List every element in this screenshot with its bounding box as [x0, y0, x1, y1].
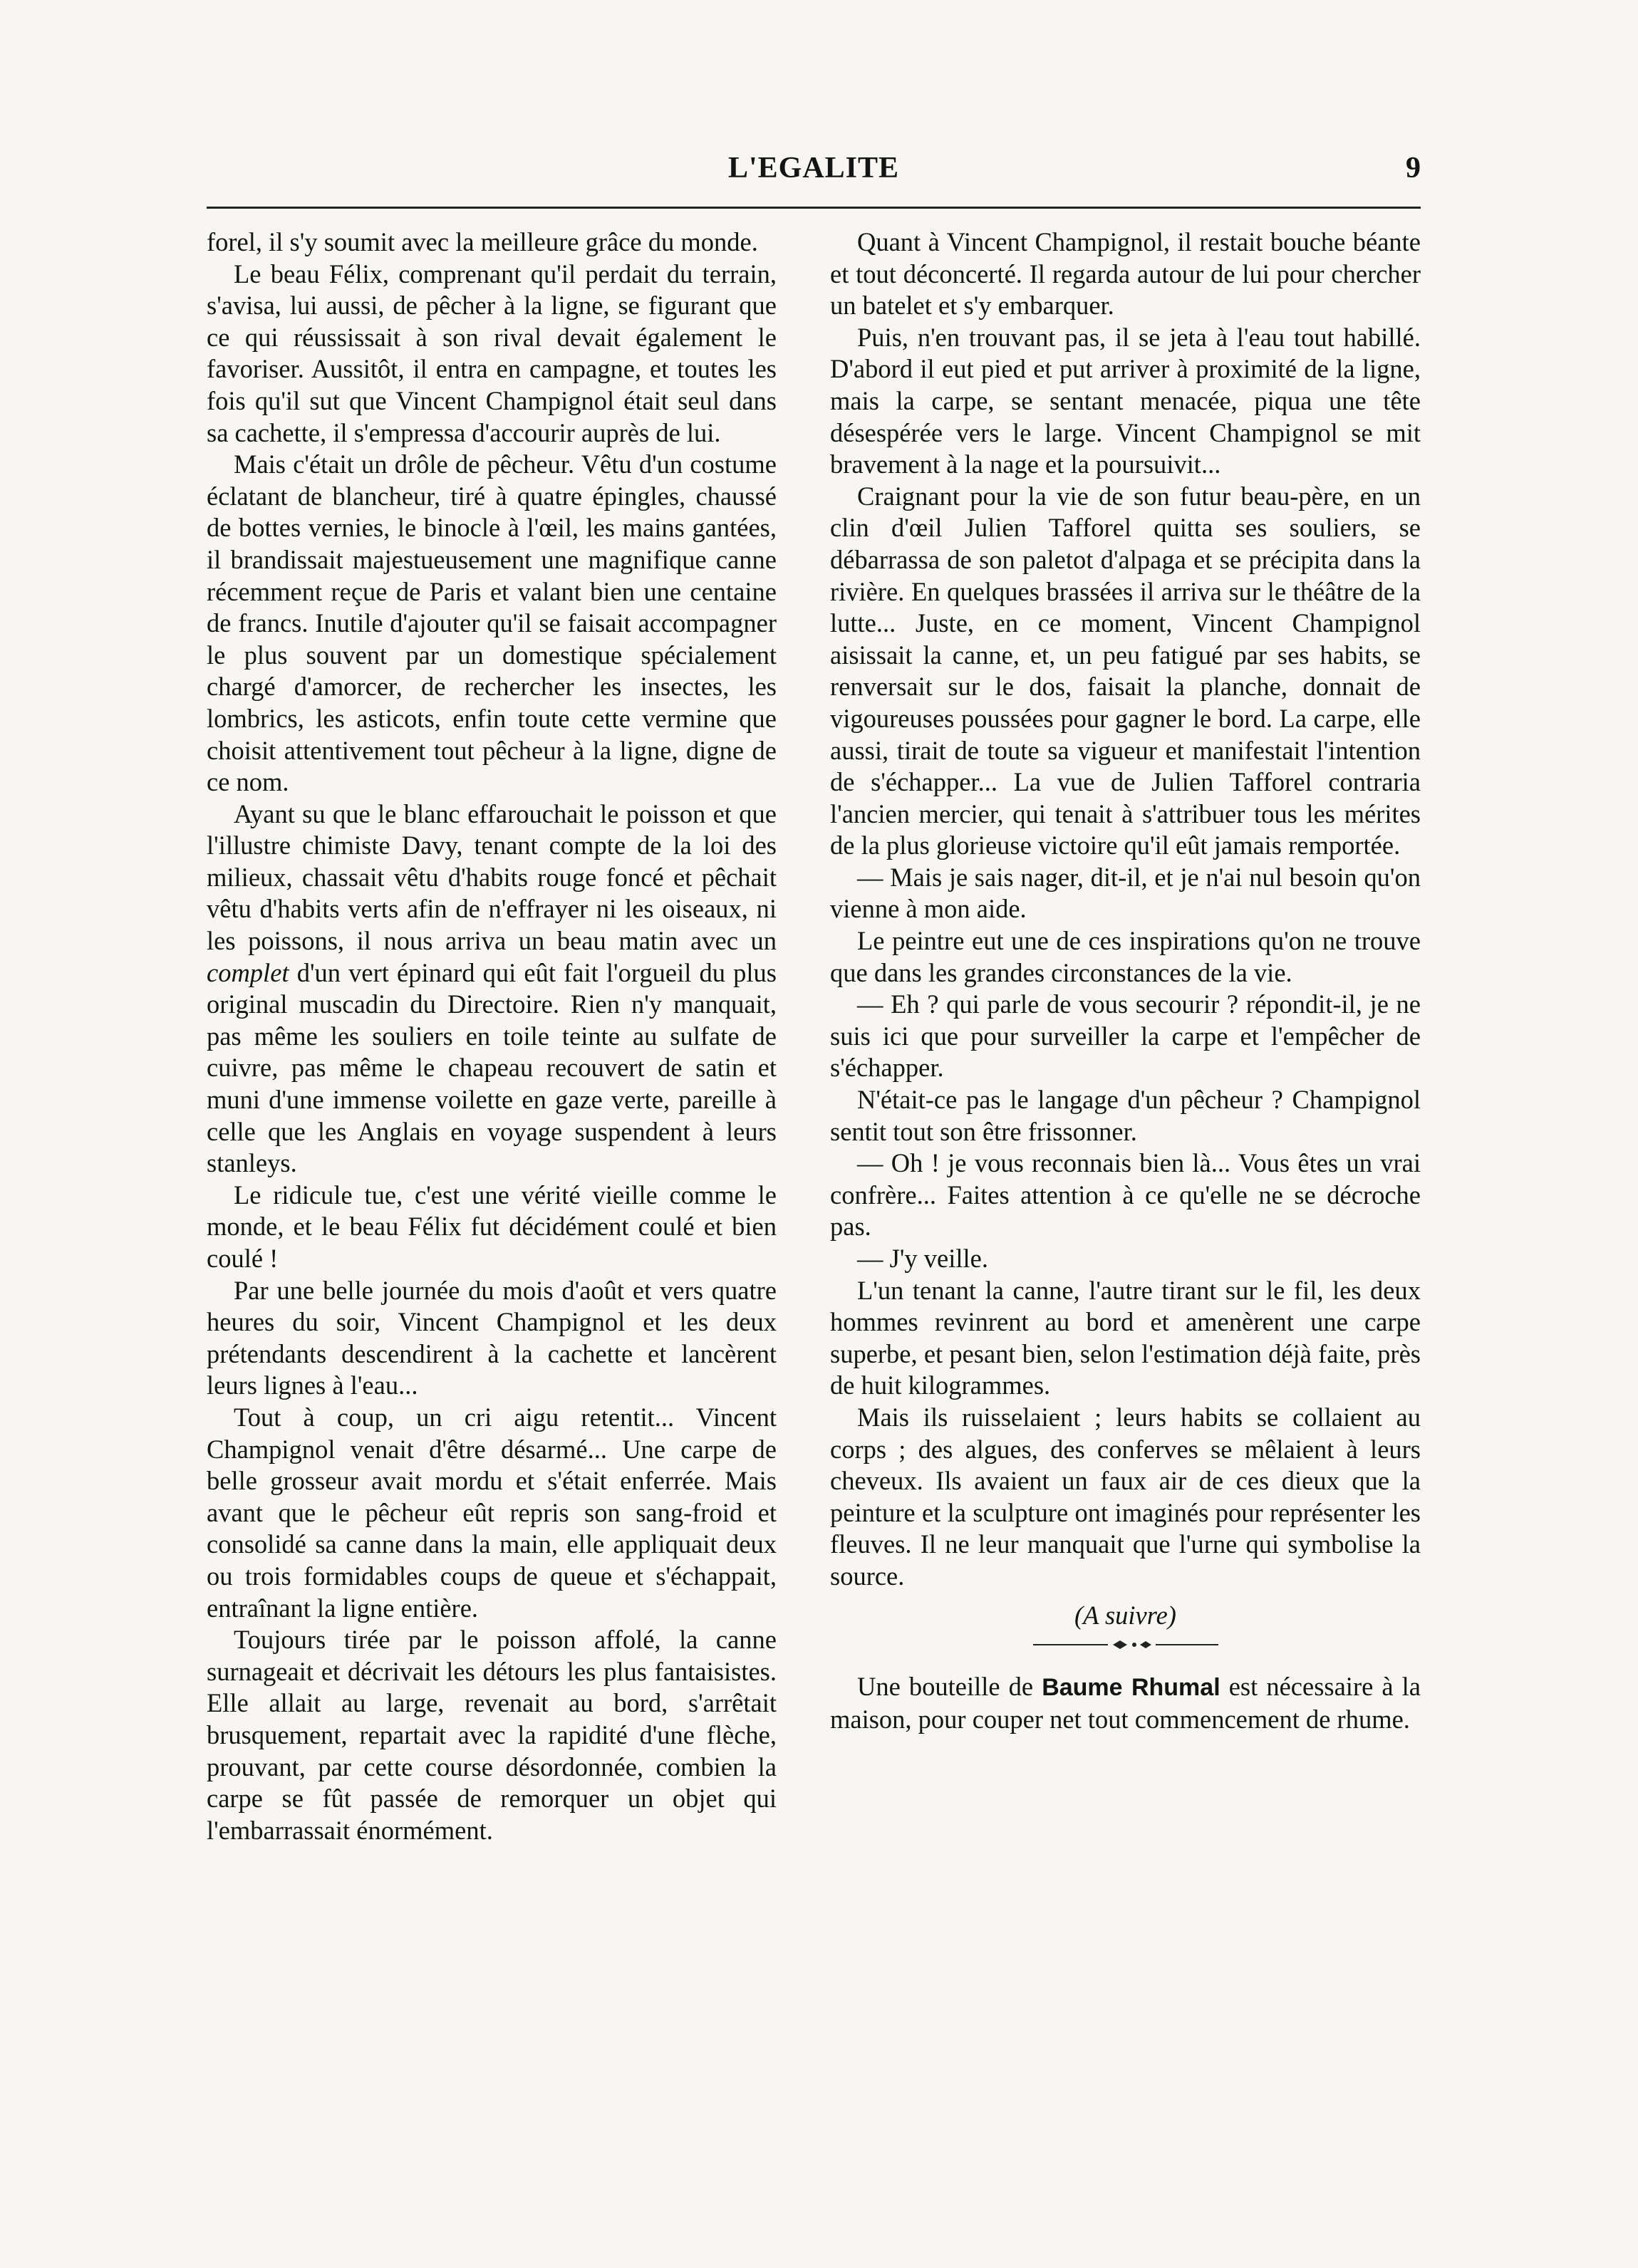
left-column — [207, 227, 777, 1846]
paragraph: Craignant pour la vie de son futur beau-père, en un clin d'œil Julien Tafforel quitta ses souliers, se débarrassa de son paletot d'alpaga et se précipita dans la rivière. En quelques brassées il arriva sur le théâtre de la lutte... Juste, en ce moment, Vincent Champignol aisissait la canne, et, un peu fatigué par ses habits, se renversait sur le dos, faisait la planche, donnait de vigoureuses poussées pour gagner le bord. La carpe, elle aussi, tirait de toute sa vigueur et manifestait l'intention de s'échapper... La vue de Julien Tafforel contraria l'ancien mercier, qui tenait à s'attribuer tous les mérites de la plus glorieuse victoire qu'il eût jamais remportée. — [830, 481, 1421, 860]
paragraph: Le peintre eut une de ces inspirations qu'on ne trouve que dans les grandes circonstances de la vie. — [830, 926, 1421, 987]
dialogue-line: — Mais je sais nager, dit-il, et je n'ai nul besoin qu'on vienne à mon aide. — [830, 862, 1421, 924]
paragraph: Toujours tirée par le poisson affolé, la canne surnageait et décrivait les détours les plus fantaisistes. Elle allait au large, revenait au bord, s'arrêtait brusquement, repartait avec la rapidité d'une flèche, prouvant, par cette course désordonnée, combien la carpe se fût passée de remorquer un objet qui l'embarrassait énormément. — [207, 1625, 777, 1845]
paragraph: Quant à Vincent Champignol, il restait bouche béante et tout déconcerté. Il regarda autour de lui pour chercher un batelet et s'y embarquer. — [830, 227, 1421, 321]
ad-product-name: Baume Rhumal — [1042, 1674, 1220, 1702]
to-be-continued: (A suivre) — [1074, 1600, 1176, 1630]
paragraph: Par une belle journée du mois d'août et vers quatre heures du soir, Vincent Champignol et les deux prétendants descendirent à la cachette et lancèrent leurs lignes à l'eau... — [207, 1275, 777, 1400]
journal-title: L'EGALITE — [727, 152, 900, 184]
dialogue-line: — Eh ? qui parle de vous secourir ? répondit-il, je ne suis ici que pour surveiller la carpe et l'empêcher de s'échapper. — [830, 989, 1421, 1083]
paragraph: Mais ils ruisselaient ; leurs habits se collaient au corps ; des algues, des conferves se mêlaient à leurs cheveux. Ils avaient un faux air de ces dieux que la peinture et la sculpture ont imaginés pour représenter les fleuves. Il ne leur manquait que l'urne qui symbolise la source. — [830, 1402, 1421, 1591]
paragraph: Le beau Félix, comprenant qu'il perdait du terrain, s'avisa, lui aussi, de pêcher à la ligne, se figurant que ce qui réussissait à son rival devait également le favoriser. Aussitôt, il entra en campagne, et toutes les fois qu'il sut que Vincent Champignol était seul dans sa cachette, il s'empressa d'accourir auprès de lui. — [207, 259, 777, 447]
paragraph: Tout à coup, un cri aigu retentit... Vincent Champignol venait d'être désarmé... Une carpe de belle grosseur avait mordu et s'était enferrée. Mais avant que le pêcheur eût repris son sang-froid et consolidé sa canne dans la main, elle appliquait deux ou trois formidables coups de queue et s'échappait, entraînant la ligne entière. — [207, 1402, 777, 1623]
dialogue-line: — Oh ! je vous reconnais bien là... Vous êtes un vrai confrère... Faites attention à ce qu'elle ne se décroche pas. — [830, 1148, 1421, 1242]
advertisement — [830, 1671, 1421, 1735]
italic-word: complet — [207, 957, 289, 987]
dialogue-line: — J'y veille. — [857, 1244, 988, 1273]
paragraph — [207, 799, 777, 1180]
ad-text: Une bouteille de — [857, 1672, 1042, 1702]
paragraph: Puis, n'en trouvant pas, il se jeta à l'eau tout habillé. D'abord il eut pied et put arriver à proximité de la ligne, mais la carpe, se sentant menacée, piqua une tête désespérée vers le large. Vincent Champignol se mit bravement à la nage et la poursuivit... — [830, 322, 1421, 479]
paragraph-text: Ayant su que le blanc effarouchait le poisson et que l'illustre chimiste Davy, tenant compte de la loi des milieux, chassait vêtu d'habits rouge foncé et pêchait vêtu d'habits verts afin de n'effrayer ni les oiseaux, ni les poissons, il nous arriva un beau matin avec un — [207, 799, 777, 956]
paragraph-text: d'un vert épinard qui eût fait l'orgueil du plus original muscadin du Directoire. Rien n'y manquait, pas même les souliers en toile teinte au sulfate de cuivre, pas même le chapeau recouvert de satin et muni d'une immense voilette en gaze verte, pareille à celle que les Anglais en voyage suspendent à leurs stanleys. — [207, 957, 777, 1178]
page-header — [207, 151, 1421, 194]
right-column — [830, 227, 1421, 1735]
paragraph: L'un tenant la canne, l'autre tirant sur le fil, les deux hommes revinrent au bord et amenèrent une carpe superbe, et pesant bien, selon l'estimation déjà faite, près de huit kilogrammes. — [830, 1275, 1421, 1400]
paragraph: N'était-ce pas le langage d'un pêcheur ? Champignol sentit tout son être frissonner. — [830, 1085, 1421, 1146]
paragraph: Mais c'était un drôle de pêcheur. Vêtu d'un costume éclatant de blancheur, tiré à quatre épingles, chaussé de bottes vernies, le binocle à l'œil, les mains gantées, il brandissait majestueusement une magnifique canne récemment reçue de Paris et valant bien une centaine de francs. Inutile d'ajouter qu'il se faisait accompagner le plus souvent par un domestique spécialement chargé d'amorcer, de rechercher les insectes, les lombrics, les asticots, enfin toute cette vermine que choisit attentivement tout pêcheur à la ligne, digne de ce nom. — [207, 449, 777, 797]
ad-text: est nécessaire à la maison, pour couper net tout commencement de rhume. — [830, 1672, 1421, 1734]
header-rule — [207, 207, 1421, 209]
paragraph: Le ridicule tue, c'est une vérité vieille comme le monde, et le beau Félix fut décidément coulé et bien coulé ! — [207, 1180, 777, 1273]
ornament-divider-icon — [1033, 1638, 1218, 1651]
page-number: 9 — [1406, 152, 1421, 184]
paragraph: forel, il s'y soumit avec la meilleure grâce du monde. — [207, 227, 758, 256]
